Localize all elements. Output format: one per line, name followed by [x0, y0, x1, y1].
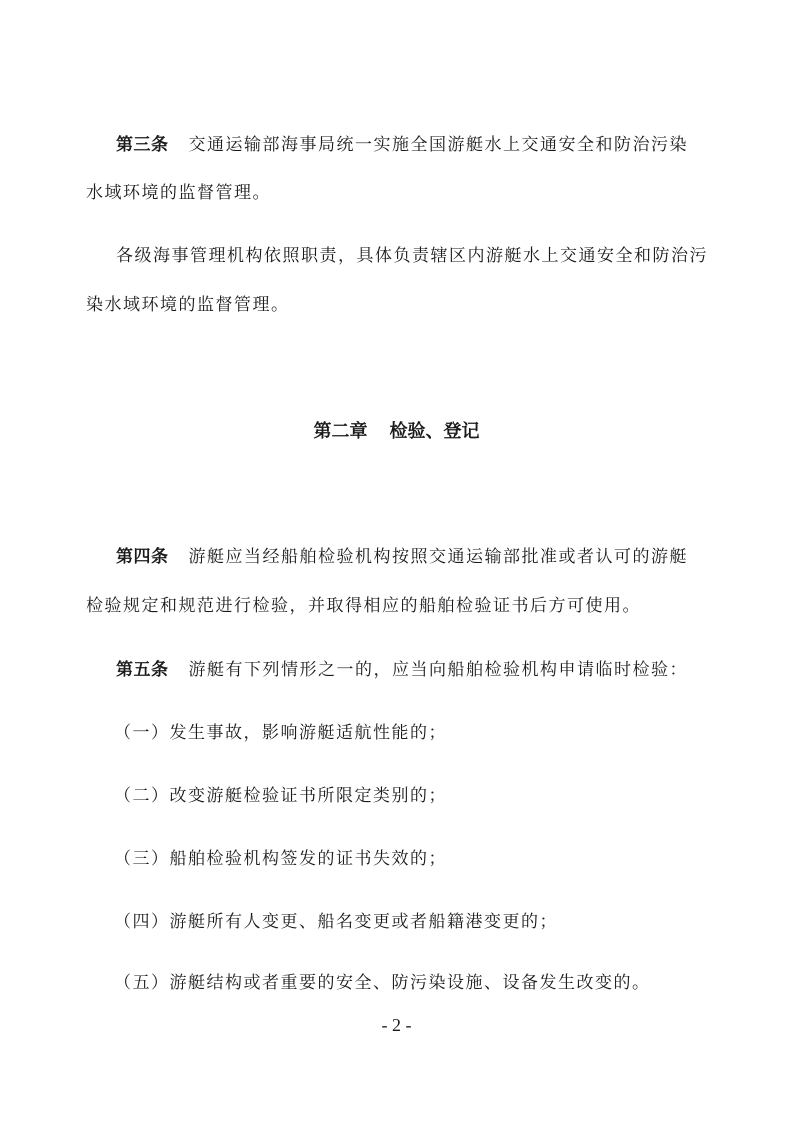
- chapter-title: 检验、登记: [389, 421, 480, 442]
- article-4-line-1: [116, 545, 688, 569]
- article-5-intro: 游艇有下列情形之一的，应当向船舶检验机构申请临时检验：: [188, 660, 688, 680]
- article-5-line-1: [116, 658, 688, 682]
- page-number: - 2 -: [381, 1015, 412, 1035]
- article-5-item-4: （四）游艇所有人变更、船名变更或者船籍港变更的；: [114, 912, 558, 932]
- article-4-line-2: 检验规定和规范进行检验，并取得相应的船舶检验证书后方可使用。: [86, 596, 641, 616]
- article-3-text-1: 交通运输部海事局统一实施全国游艇水上交通安全和防治污染: [188, 135, 688, 155]
- article-5-item-2: （二）改变游艇检验证书所限定类别的；: [114, 786, 447, 806]
- article-3-paragraph-2-line-2: 染水域环境的监督管理。: [86, 295, 290, 315]
- article-3-line-2: 水域环境的监督管理。: [86, 183, 271, 203]
- article-4-text-1: 游艇应当经船舶检验机构按照交通运输部批准或者认可的游艇: [188, 547, 688, 567]
- article-3-label: 第三条: [116, 135, 169, 155]
- article-5-item-3: （三）船舶检验机构签发的证书失效的；: [114, 849, 447, 869]
- article-4-label: 第四条: [116, 547, 169, 567]
- article-3-line-1: [116, 133, 688, 157]
- article-5-item-5: （五）游艇结构或者重要的安全、防污染设施、设备发生改变的。: [114, 973, 651, 993]
- article-5-label: 第五条: [116, 660, 169, 680]
- article-5-item-1: （一）发生事故，影响游艇适航性能的；: [114, 723, 447, 743]
- chapter-number: 第二章: [313, 421, 368, 442]
- chapter-heading: [0, 420, 793, 444]
- article-3-paragraph-2-line-1: 各级海事管理机构依照职责，具体负责辖区内游艇水上交通安全和防治污: [116, 246, 708, 266]
